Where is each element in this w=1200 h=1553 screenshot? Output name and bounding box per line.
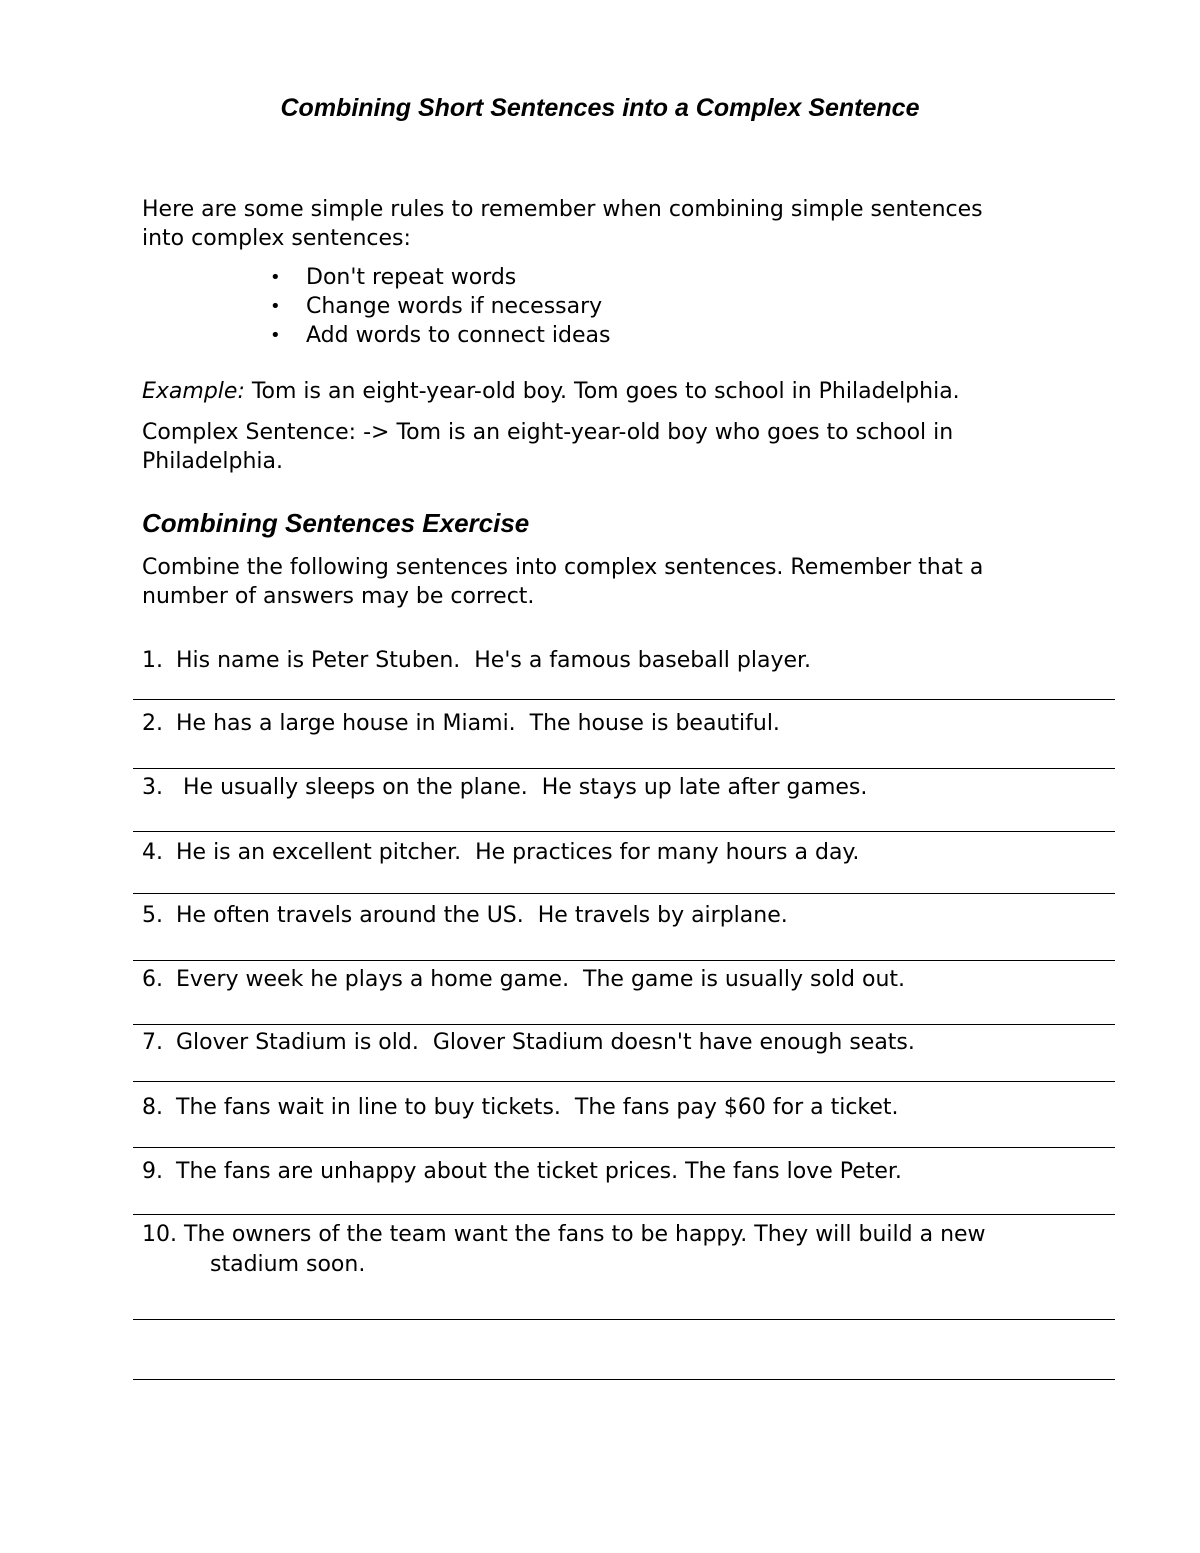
bullet-icon: • bbox=[270, 267, 281, 288]
item-number: 2. bbox=[142, 711, 163, 736]
answer-line[interactable] bbox=[133, 1319, 1115, 1320]
answer-line[interactable] bbox=[133, 893, 1115, 894]
answer-line[interactable] bbox=[133, 699, 1115, 700]
answer-line[interactable] bbox=[133, 768, 1115, 769]
rule-item bbox=[266, 263, 610, 292]
answer-line[interactable] bbox=[133, 1147, 1115, 1148]
answer-line[interactable] bbox=[133, 1024, 1115, 1025]
exercise-item bbox=[142, 1028, 1102, 1058]
item-number: 6. bbox=[142, 967, 163, 992]
rule-text: Don't repeat words bbox=[306, 265, 517, 290]
example-text: Tom is an eight-year-old boy. Tom goes to school in Philadelphia. bbox=[244, 379, 960, 404]
exercise-instructions bbox=[142, 553, 1082, 611]
exercise-item bbox=[142, 838, 1102, 868]
complex-line-2: Philadelphia. bbox=[142, 449, 284, 474]
bullet-icon: • bbox=[270, 325, 281, 346]
item-text: He often travels around the US. He travels by airplane. bbox=[176, 903, 788, 928]
item-text: Glover Stadium is old. Glover Stadium doesn't have enough seats. bbox=[176, 1030, 915, 1055]
item-number: 8. bbox=[142, 1095, 163, 1120]
item-text: The fans are unhappy about the ticket prices. The fans love Peter. bbox=[176, 1159, 902, 1184]
rule-item bbox=[266, 321, 610, 350]
intro-paragraph bbox=[142, 195, 1082, 253]
item-text: Every week he plays a home game. The game is usually sold out. bbox=[176, 967, 906, 992]
bullet-icon: • bbox=[270, 296, 281, 317]
rule-item bbox=[266, 292, 610, 321]
instructions-line-1: Combine the following sentences into complex sentences. Remember that a bbox=[142, 555, 984, 580]
item-number: 10. bbox=[142, 1222, 177, 1247]
answer-line[interactable] bbox=[133, 831, 1115, 832]
answer-line[interactable] bbox=[133, 960, 1115, 961]
item-text: He has a large house in Miami. The house is beautiful. bbox=[176, 711, 780, 736]
answer-line[interactable] bbox=[133, 1379, 1115, 1380]
item-text: The fans wait in line to buy tickets. The fans pay $60 for a ticket. bbox=[176, 1095, 899, 1120]
rule-text: Add words to connect ideas bbox=[306, 323, 611, 348]
item-text: His name is Peter Stuben. He's a famous baseball player. bbox=[176, 648, 812, 673]
intro-line-2: into complex sentences: bbox=[142, 226, 411, 251]
complex-line-1: Complex Sentence: -> Tom is an eight-year-old boy who goes to school in bbox=[142, 420, 954, 445]
item-number: 7. bbox=[142, 1030, 163, 1055]
item-number: 9. bbox=[142, 1159, 163, 1184]
exercise-item bbox=[142, 901, 1102, 931]
item-text: He usually sleeps on the plane. He stays up late after games. bbox=[176, 775, 868, 800]
exercise-item bbox=[142, 646, 1102, 676]
item-number: 4. bbox=[142, 840, 163, 865]
exercise-item bbox=[142, 1220, 1102, 1280]
exercise-item bbox=[142, 709, 1102, 739]
exercise-item bbox=[142, 1157, 1102, 1187]
example-paragraph bbox=[142, 377, 1082, 406]
rules-list bbox=[266, 263, 610, 350]
answer-line[interactable] bbox=[133, 1081, 1115, 1082]
intro-line-1: Here are some simple rules to remember when combining simple sentences bbox=[142, 197, 983, 222]
rule-text: Change words if necessary bbox=[306, 294, 603, 319]
exercise-item bbox=[142, 965, 1102, 995]
item-number: 5. bbox=[142, 903, 163, 928]
exercise-heading: Combining Sentences Exercise bbox=[142, 508, 530, 538]
item-text-continuation: stadium soon. bbox=[210, 1252, 366, 1277]
exercise-item bbox=[142, 773, 1102, 803]
item-text: The owners of the team want the fans to be happy. They will build a new bbox=[184, 1222, 986, 1247]
item-text: He is an excellent pitcher. He practices for many hours a day. bbox=[176, 840, 860, 865]
example-label: Example: bbox=[142, 379, 245, 404]
page-title: Combining Short Sentences into a Complex Sentence bbox=[280, 94, 920, 122]
exercise-item bbox=[142, 1093, 1102, 1123]
instructions-line-2: number of answers may be correct. bbox=[142, 584, 535, 609]
item-number: 3. bbox=[142, 775, 163, 800]
complex-sentence-paragraph bbox=[142, 418, 1082, 476]
item-number: 1. bbox=[142, 648, 163, 673]
answer-line[interactable] bbox=[133, 1214, 1115, 1215]
